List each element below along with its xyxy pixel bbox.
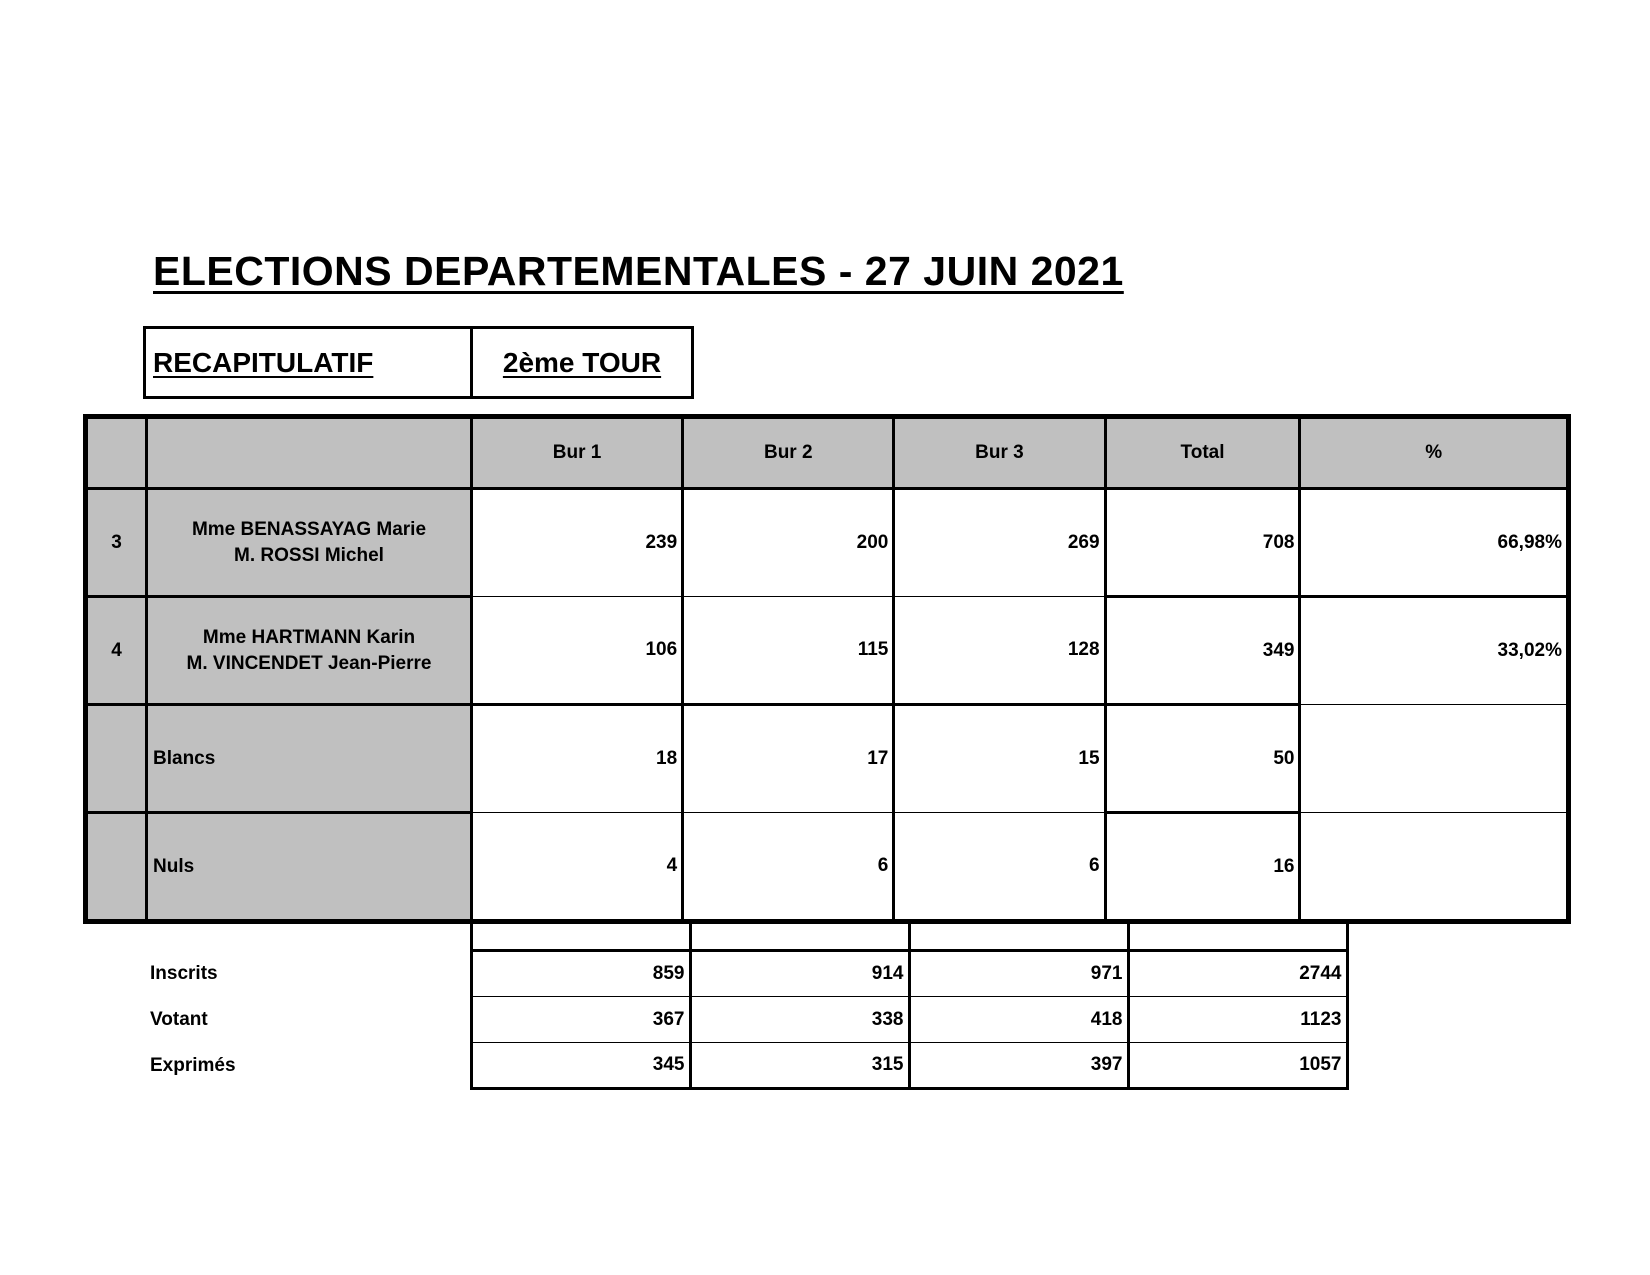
results-table	[85, 416, 1569, 922]
table-row	[87, 489, 1568, 597]
percent-empty	[1300, 705, 1568, 813]
table-row-blancs	[87, 705, 1568, 813]
stats-spacer-row	[143, 921, 1347, 951]
header-bur3: Bur 3	[894, 418, 1105, 489]
header-bur1: Bur 1	[472, 418, 683, 489]
candidate-name-line1: Mme BENASSAYAG Marie	[191, 518, 427, 540]
bur1-value: 106	[472, 597, 683, 705]
bur3-value: 397	[909, 1043, 1128, 1089]
bur3-value: 6	[894, 813, 1105, 921]
table-row-exprimes	[143, 1043, 1347, 1089]
bur2-value: 200	[683, 489, 894, 597]
votant-label: Votant	[150, 1008, 208, 1030]
recap-cell	[146, 329, 473, 396]
header-name-cell	[147, 418, 472, 489]
bur3-value: 418	[909, 997, 1128, 1043]
bur3-value: 128	[894, 597, 1105, 705]
bur2-value: 6	[683, 813, 894, 921]
bur2-value: 17	[683, 705, 894, 813]
candidate-name-line2: M. VINCENDET Jean-Pierre	[186, 652, 432, 674]
header-index-cell	[87, 418, 147, 489]
bur3-value: 971	[909, 951, 1128, 997]
round-label: 2ème TOUR	[502, 346, 662, 378]
header-total: Total	[1105, 418, 1300, 489]
blancs-label: Blancs	[147, 705, 472, 813]
total-value: 1057	[1128, 1043, 1347, 1089]
exprimes-label: Exprimés	[150, 1054, 236, 1076]
bur1-value: 18	[472, 705, 683, 813]
bur2-value: 914	[690, 951, 909, 997]
bur3-value: 269	[894, 489, 1105, 597]
header-row	[87, 418, 1568, 489]
stats-table	[143, 920, 1349, 1090]
percent-empty	[1300, 813, 1568, 921]
header-percent: %	[1300, 418, 1568, 489]
table-row-inscrits	[143, 951, 1347, 997]
candidate-number: 4	[87, 597, 147, 705]
candidate-names	[147, 597, 472, 705]
candidate-names	[147, 489, 472, 597]
page-title: ELECTIONS DEPARTEMENTALES - 27 JUIN 2021	[153, 248, 1124, 294]
blank-index-cell	[87, 813, 147, 921]
candidate-name-line1: Mme HARTMANN Karin	[202, 626, 416, 648]
bur1-value: 367	[471, 997, 690, 1043]
table-row-nuls	[87, 813, 1568, 921]
nuls-label: Nuls	[147, 813, 472, 921]
inscrits-label: Inscrits	[150, 962, 218, 984]
bur1-value: 345	[471, 1043, 690, 1089]
total-value: 349	[1105, 597, 1300, 705]
bur3-value: 15	[894, 705, 1105, 813]
summary-header-box	[143, 326, 694, 399]
bur1-value: 239	[472, 489, 683, 597]
bur2-value: 115	[683, 597, 894, 705]
candidate-number: 3	[87, 489, 147, 597]
recap-label: RECAPITULATIF	[153, 346, 374, 378]
candidate-name-line2: M. ROSSI Michel	[234, 544, 384, 566]
round-cell	[473, 329, 691, 396]
bur2-value: 315	[690, 1043, 909, 1089]
total-value: 50	[1105, 705, 1300, 813]
total-value: 1123	[1128, 997, 1347, 1043]
percent-value: 66,98%	[1300, 489, 1568, 597]
bur2-value: 338	[690, 997, 909, 1043]
blank-index-cell	[87, 705, 147, 813]
total-value: 16	[1105, 813, 1300, 921]
table-row-votant	[143, 997, 1347, 1043]
bur1-value: 4	[472, 813, 683, 921]
table-row	[87, 597, 1568, 705]
total-value: 708	[1105, 489, 1300, 597]
total-value: 2744	[1128, 951, 1347, 997]
percent-value: 33,02%	[1300, 597, 1568, 705]
header-bur2: Bur 2	[683, 418, 894, 489]
bur1-value: 859	[471, 951, 690, 997]
